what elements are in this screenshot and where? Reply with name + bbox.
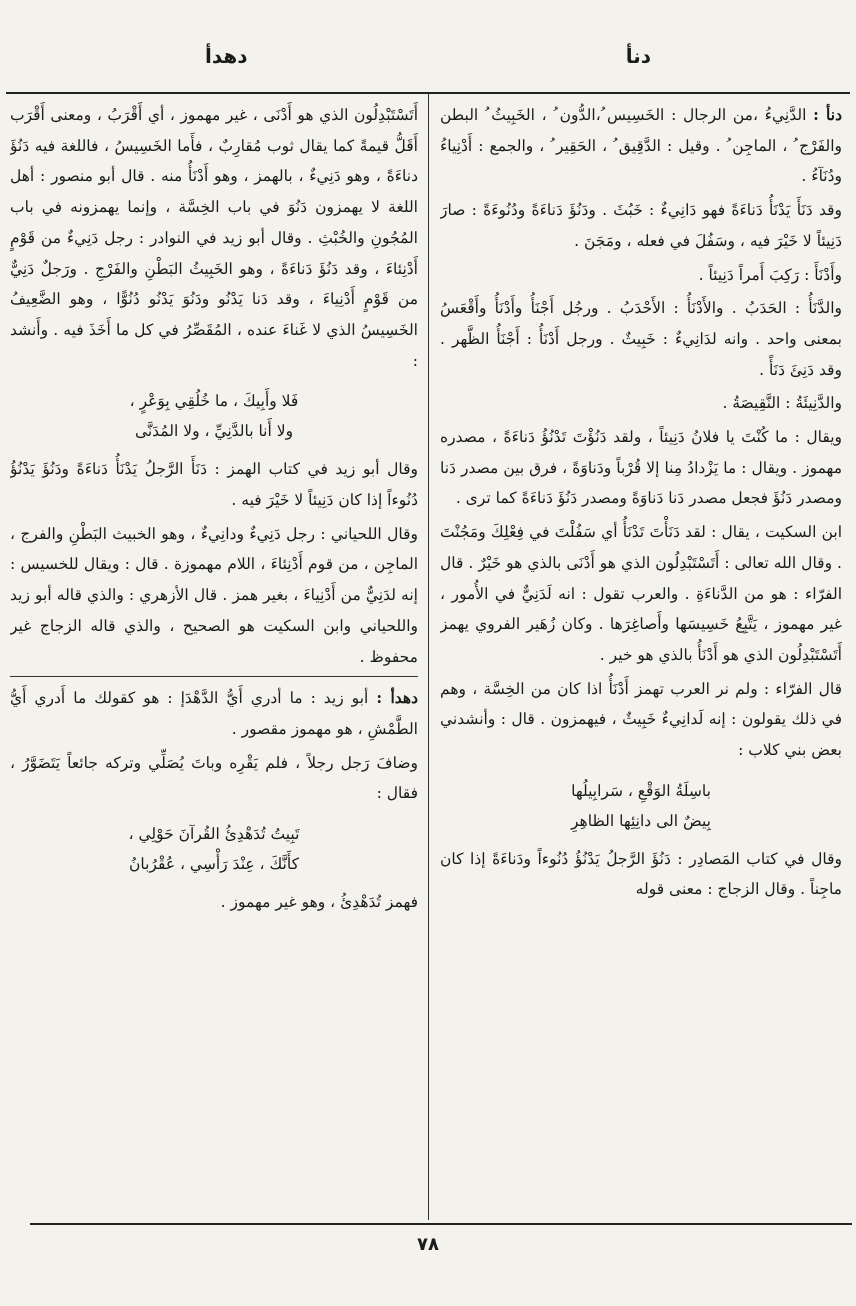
footer-rule (30, 1223, 852, 1225)
verse (440, 776, 842, 836)
verse-line: باسِلَةُ الوَقْعِ ، سَرابِيلُها (571, 781, 711, 800)
header-entry-left: دهدأ (205, 44, 248, 68)
verse-line: بِيضٌ الى دانِئِها الظاهِرِ (571, 811, 711, 830)
paragraph: والدَّنَأُ : الحَدَبُ . والأَدْنَأُ : الأَحْدَبُ . ورجُل أَجْنَأُ وأَدْنَأُ وأَقْعَسُ بمعنى واحد . وانه لدَانِيءٌ : خَبِيثٌ . ورجل أَدْنَأُ : أَجْنَأُ الظَّهر . وقد دَنِئَ دَنَأً . (440, 299, 842, 379)
paragraph: وضافَ رَجل رجلاً ، فلم يَقْرِه وباتَ يُصَلِّي وتركه جائعاً يَتَضَوَّرُ ، فقال : (10, 753, 418, 803)
paragraph (440, 100, 842, 192)
paragraph: ويقال : ما كُنْتَ يا فلانُ دَنِيئاً ، ولقد دَنُؤْتَ تَدْنُؤُ دَناءَةً ، مصدره مهموز . ويقال : ما يَزْدادُ مِنا إلا قُرْباً ودَناوَةً ، فرق بين مصدر دَنا ومصدر دَنُؤَ فجعل مصدر دَنا دَناوَةً ومصدر دَنُؤَ دَناءَةً كما ترى . (440, 428, 842, 508)
entry-headword: دهدأ : (376, 688, 418, 708)
paragraph: فهمز تُدَهْدِئُ ، وهو غير مهموز . (220, 893, 418, 912)
verse-line: كأَنَّكَ ، عِنْدَ رَأْسِي ، عُقْرُبانُ (129, 855, 299, 874)
page-number: ٧٨ (417, 1234, 439, 1255)
entry-separator (10, 676, 418, 677)
verse-line: فَلا وأَبِيكَ ، ما خُلُقِي بِوَعْرٍ ، (129, 392, 299, 411)
verse-line: تَبِيتُ تُدَهْدِئُ القُرآنَ حَوْلِي ، (128, 825, 300, 844)
entry-headword: دنأ : (813, 105, 842, 124)
paragraph: وقد دَنَأَ يَدْنَأُ دَناءَةً فهو دَانِيءٌ : خَبُثَ . ودَنُؤَ دَناءَةً ودُنُوءَةً : صارَ دَنِيئاً لا خَيْرَ فيه ، وسَفُلَ في فعله ، ومَجَنَ . (440, 201, 842, 250)
paragraph: وقال أبو زيد في كتاب الهمز : دَنَأَ الرَّجلُ يَدْنَأُ دَناءَةً ودَنُؤَ يَدْنُؤُ دُنُوءاً إذا كان دَنِيئاً لا خَيْرَ فيه . (10, 460, 418, 510)
paragraph: ابن السكيت ، يقال : لقد دَنَأْتَ تَدْنَأُ أي سَفُلْتَ في فِعْلِكَ ومَجُنْتَ . وقال الله تعالى : أَتَسْتَبْدِلُون الذي هو أَدْنَى بالذي هو خَيْرٌ . قال الفرّاء : هو من الدَّناءَةِ . والعرب تقول : انه لَدَنِيٌّ في الأُمور ، غير مهموز ، يَتَّبِعُ خَسِيسَها وأَصاغِرَها . وكان زُهَير الفروي يهمز أَتَسْتَبْدِلُون الذي هو أَدْنَأُ بالذي هو خير . (440, 523, 842, 664)
paragraph-text: الدَّنِيءُ ،من الرجال : الخَسِيس ُ،الدُّون ُ ، الخَبِيثُ ُ البطن والفَرْج ُ ، الماجِن ُ . وقيل : الدَّقِيق ُ ، الحَقِير ُ ، والجمع : أَدْنِياءُ ودُنَآءُ . (440, 106, 842, 186)
paragraph: وأَدْنَأَ : رَكِبَ أَمراً دَنِيئاً . (698, 265, 842, 284)
paragraph: أَتَسْتَبْدِلُون الذي هو أَدْنَى ، غير مهموز ، أي أَقْرَبُ ، ومعنى أَقْرَب أَقَلُّ قيمةً كما يقال ثوب مُقارِبٌ ، فأَما الخَسِيسُ ، فاللغة فيه دَنُؤَ دناءَةً ، وهو دَنِيءٌ ، بالهمز ، وهو أَدْنَأُ منه . قال أبو منصور : أهل اللغة لا يهمزون دَنُوَ في باب الخِسَّة ، وإنما يهمزونه في باب المُجُونِ والخُبْثِ . وقال أبو زيد في النوادر : رجل دَنِيءٌ من قَوْمٍ أَدْنِئاءَ ، وقد دَنُؤَ دَناءَةً ، وهو الخَبِيثُ البَطْنِ والفَرْجِ . ورَجلٌ دَنِيٌّ من قَوْمٍ أَدْنِياءَ ، وقد دَنا يَدْنُو ودَنُوَ يَدْنُو دُنُوًّا ، وهو الضَّعِيفُ الخَسِيسُ الذي لا غَناءَ عنده ، المُقَصِّرُ في كل ما أَخَذَ فيه . وأَنشد : (10, 106, 418, 370)
verse-line: ولا أَنا بالدَّنِيِّ ، ولا المُدَنَّى (134, 422, 294, 441)
verse (10, 819, 418, 879)
paragraph: وقال اللحياني : رجل دَنِيءٌ ودانِيءٌ ، وهو الخبيث البَطْنِ والفرج ، الماجِن ، من قوم أَدْنِئاءَ ، اللام مهموزة . قال : ويقال للخسيس : إنه لدَنِيٌّ من أَدْنِياءَ ، بغير همز . قال الأزهري : والذي قاله أبو زيد واللحياني وابن السكيت هو الصحيح ، والذي قاله الزجاج غير محفوظ . (10, 524, 418, 666)
paragraph-text: أبو زيد : ما أدري أَيُّ الدَّهْدَإ : هو كقولك ما أَدري أَيُّ الطَّمْشِ ، هو مهموز مقصور . (10, 689, 418, 738)
paragraph: وقال في كتاب المَصادِر : دَنُؤَ الرَّجلُ يَدْنُؤُ دُنُوءاً ودَناءَةً إذا كان ماجِناً . وقال الزجاج : معنى قوله (440, 849, 842, 899)
right-column (440, 100, 842, 1218)
paragraph: قال الفرّاء : ولم نر العرب تهمز أَدْنَأُ اذا كان من الخِسَّة ، وهم في ذلك يقولون : إنه لَدانِيءٌ خَبِيثٌ ، فيهمزون . قال : وأنشدني بعض بني كلاب : (440, 679, 842, 760)
paragraph: والدَّنِيئَةُ : النَّقِيصَةُ . (722, 394, 842, 413)
left-column (10, 100, 418, 1218)
paragraph (10, 683, 418, 744)
header-entry-right: دنأ (625, 44, 651, 68)
verse (10, 386, 418, 446)
column-divider (428, 94, 429, 1220)
